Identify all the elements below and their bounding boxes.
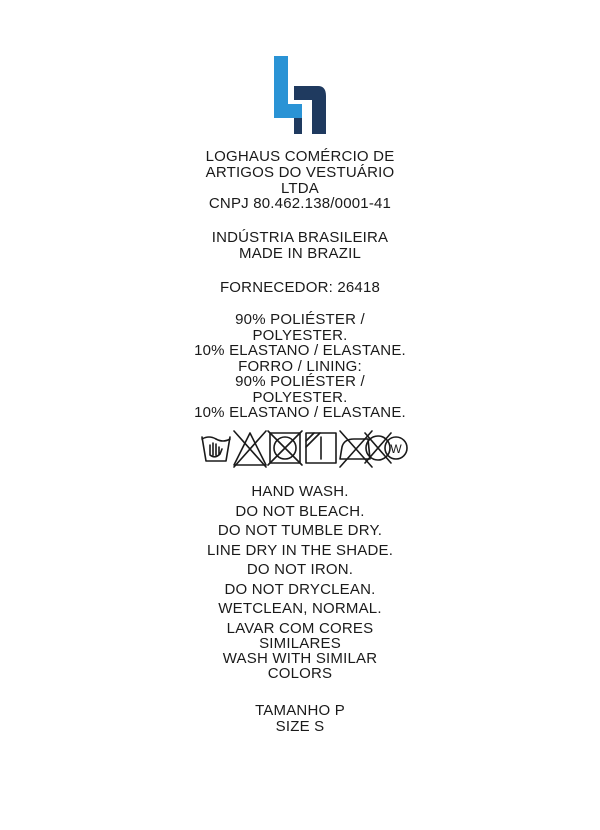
line-dry-shade-icon (306, 433, 336, 463)
size-line: TAMANHO P (255, 702, 345, 719)
origin (0, 230, 600, 262)
do-not-tumble-dry-icon (268, 431, 302, 465)
supplier-text: FORNECEDOR: 26418 (219, 279, 381, 296)
instruction-line: LAVAR COM CORES (226, 619, 374, 637)
cnpj (0, 196, 600, 212)
instruction-line: DO NOT IRON. (246, 561, 354, 578)
composition-line: 90% POLIÉSTER / (235, 311, 365, 328)
company-line: ARTIGOS DO VESTUÁRIO (205, 164, 395, 181)
origin-line: INDÚSTRIA BRASILEIRA (211, 229, 389, 246)
lh-monogram-icon (274, 56, 326, 134)
wetclean-normal-icon (385, 437, 407, 459)
instruction-line: COLORS (267, 664, 333, 682)
size (0, 703, 600, 735)
company-name (0, 149, 600, 197)
instruction-line: WETCLEAN, NORMAL. (218, 600, 382, 617)
instruction-line: DO NOT TUMBLE DRY. (217, 522, 383, 539)
do-not-bleach-icon (234, 431, 266, 467)
composition (0, 312, 600, 421)
size-line: SIZE S (275, 718, 325, 735)
instruction-line: DO NOT BLEACH. (235, 502, 365, 520)
composition-line: 90% POLIÉSTER / (235, 373, 365, 390)
composition-line: POLYESTER. (252, 326, 348, 344)
composition-line: POLYESTER. (252, 388, 348, 406)
composition-line: 10% ELASTANO / ELASTANE. (194, 404, 406, 421)
care-instructions (0, 484, 600, 681)
supplier (0, 280, 600, 296)
company-line: LOGHAUS COMÉRCIO DE (205, 148, 395, 165)
instruction-line: LINE DRY IN THE SHADE. (206, 541, 394, 559)
instruction-line: HAND WASH. (251, 483, 349, 500)
composition-line: FORRO / LINING: (238, 357, 362, 375)
instruction-line: DO NOT DRYCLEAN. (224, 580, 376, 598)
instruction-line: SIMILARES (259, 634, 341, 652)
cnpj-text: CNPJ 80.462.138/0001-41 (208, 195, 392, 212)
company-line: LTDA (280, 180, 320, 197)
origin-line: MADE IN BRAZIL (239, 245, 361, 262)
instruction-line: WASH WITH SIMILAR (222, 649, 378, 667)
hand-wash-icon (202, 437, 230, 461)
composition-line: 10% ELASTANO / ELASTANE. (194, 342, 406, 359)
wetclean-letter: W (390, 442, 402, 456)
care-symbols (200, 427, 410, 469)
